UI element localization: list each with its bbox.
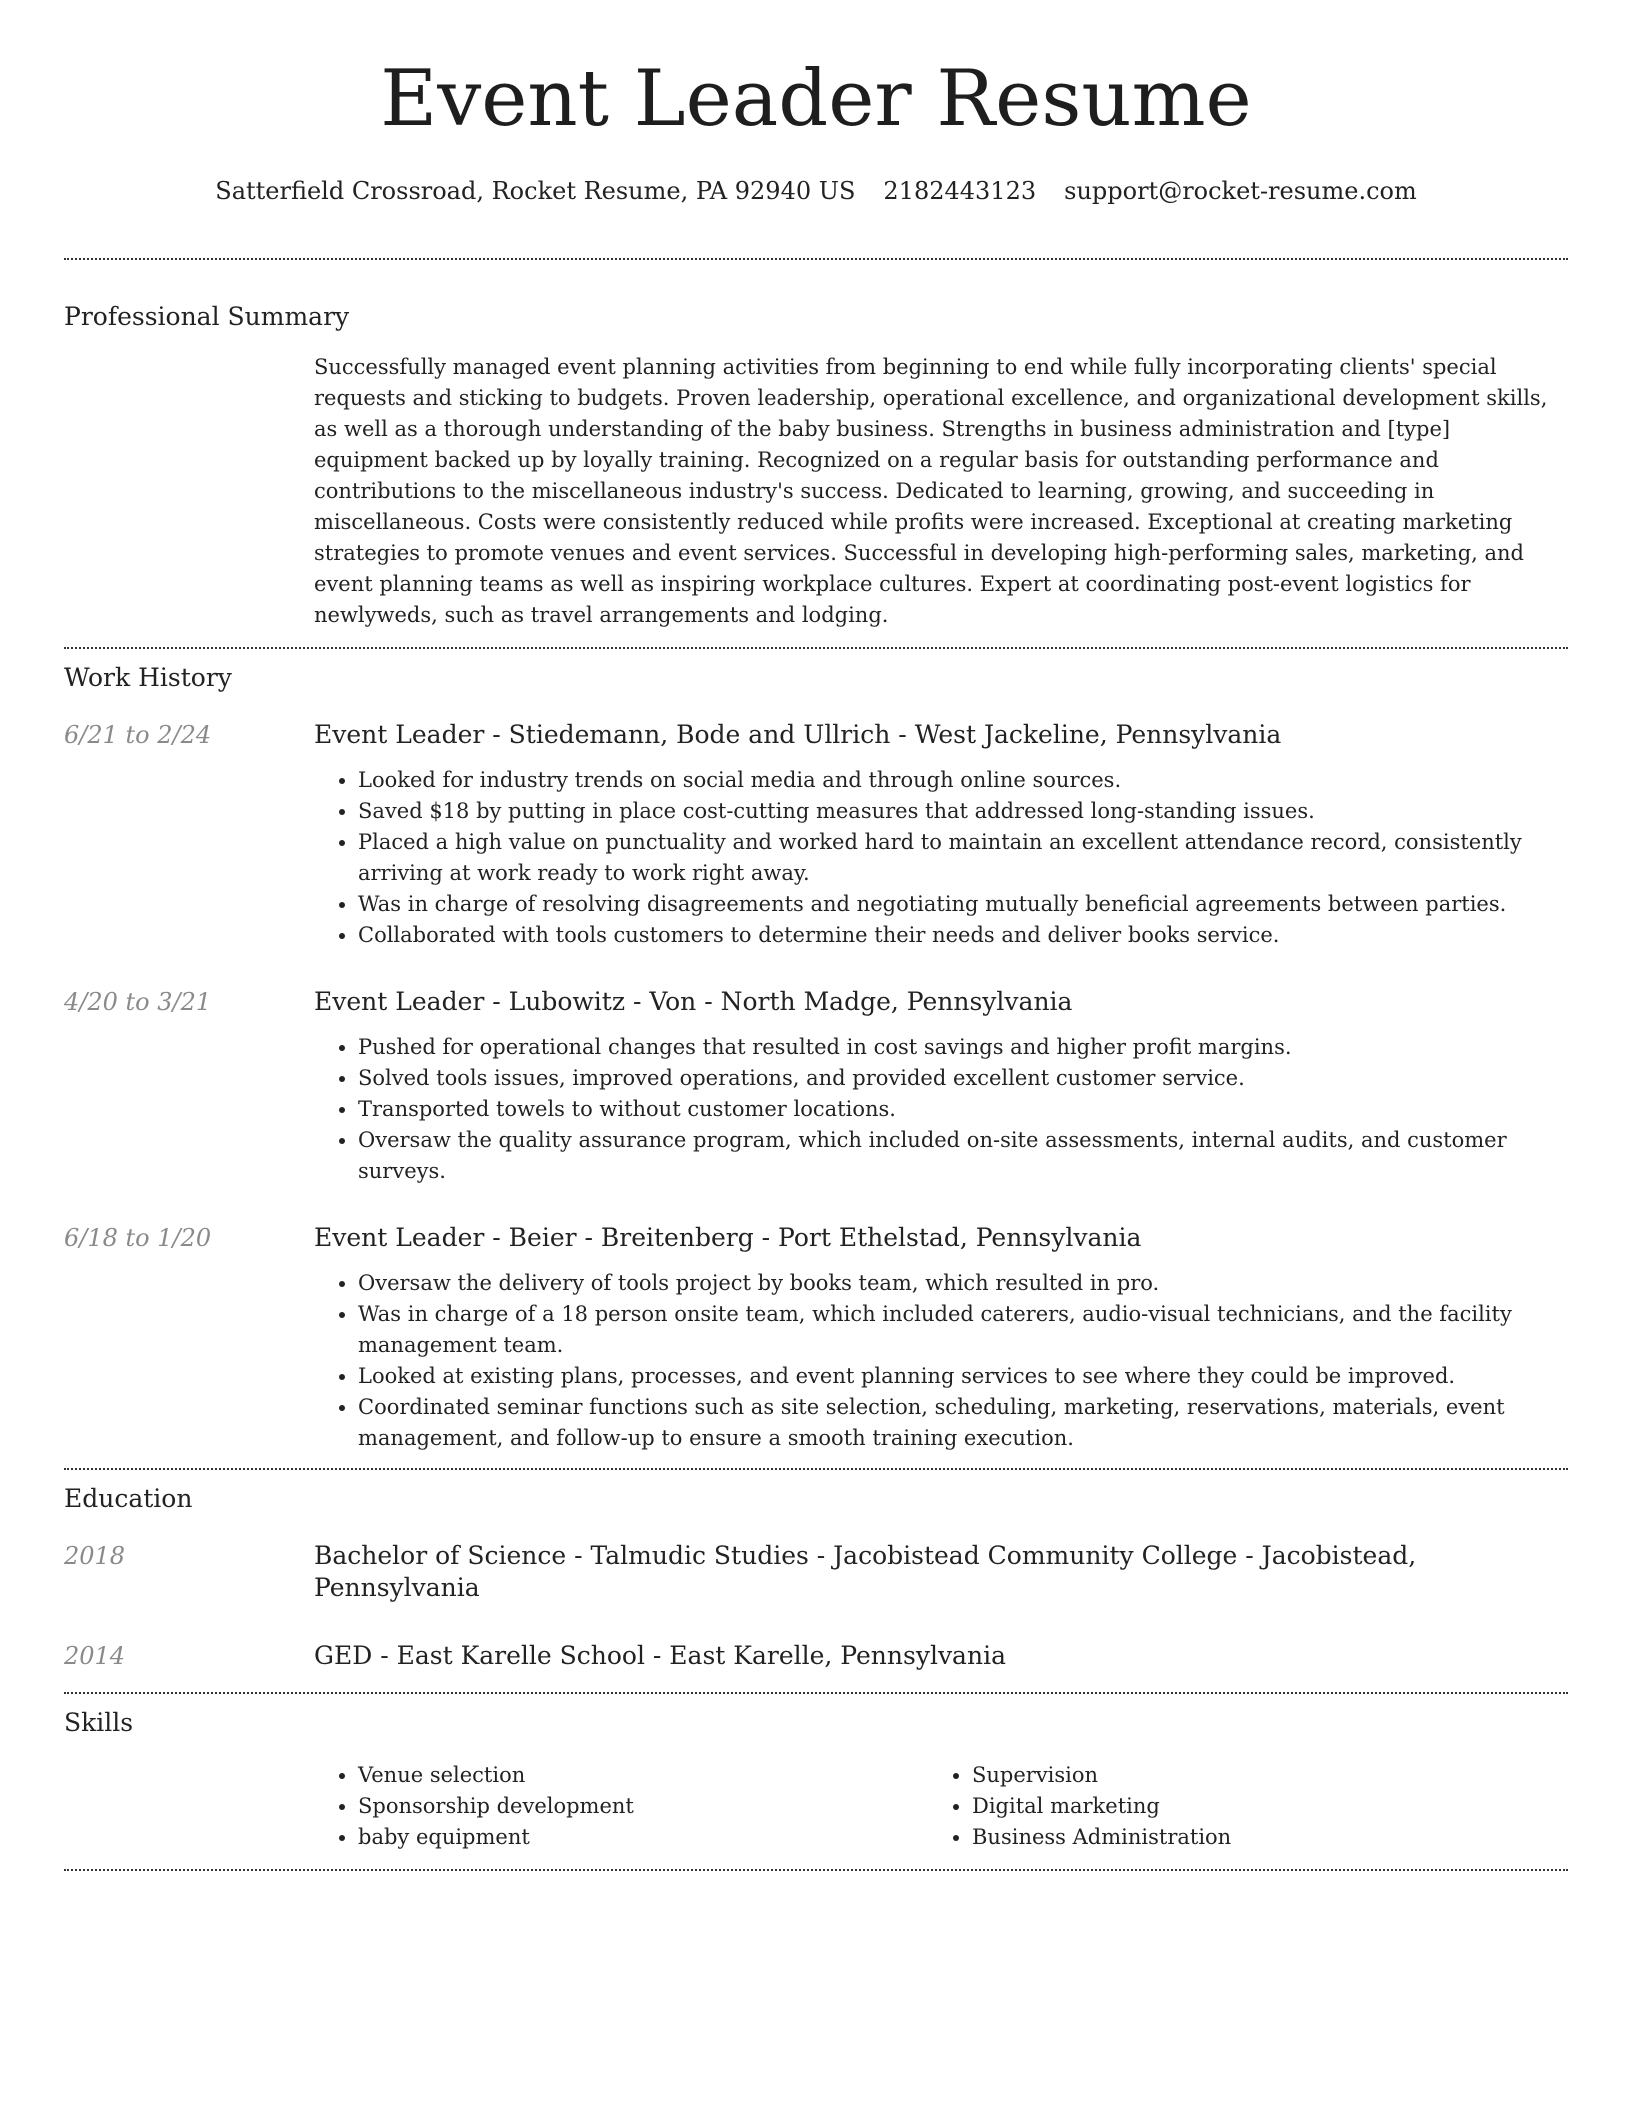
section-divider — [64, 1869, 1568, 1871]
list-item: • Transported towels to without customer locations. — [358, 1094, 1568, 1125]
job-heading: Event Leader - Lubowitz - Von - North Madge, Pennsylvania — [314, 987, 1073, 1016]
job-dates: 6/18 to 1/20 — [64, 1224, 212, 1252]
skills-section — [64, 1706, 1568, 1853]
work-history-section — [64, 661, 1568, 1454]
section-divider — [64, 647, 1568, 649]
job-dates: 6/21 to 2/24 — [64, 721, 212, 749]
skills-list-right — [928, 1760, 1542, 1853]
job-entry — [64, 986, 1568, 1187]
job-heading: Event Leader - Beier - Breitenberg - Port Ethelstad, Pennsylvania — [314, 1223, 1142, 1252]
list-item: • Was in charge of resolving disagreements and negotiating mutually beneficial agreements between parties. — [358, 889, 1568, 920]
list-item: • Oversaw the delivery of tools project by books team, which resulted in pro. — [358, 1268, 1568, 1299]
education-detail: Bachelor of Science - Talmudic Studies - Jacobistead Community College - Jacobistead, Pennsylvania — [314, 1541, 1417, 1602]
job-heading: Event Leader - Stiedemann, Bode and Ullrich - West Jackeline, Pennsylvania — [314, 720, 1282, 749]
job-bullets — [314, 765, 1568, 951]
education-entry — [64, 1640, 1568, 1672]
contact-phone: 2182443123 — [883, 177, 1037, 205]
contact-email: support@rocket-resume.com — [1064, 177, 1417, 205]
summary-section — [64, 300, 1568, 631]
education-heading: Education — [64, 1484, 193, 1513]
list-item: • Coordinated seminar functions such as site selection, scheduling, marketing, reservations, materials, event management, and follow-up to ensure a smooth training execution. — [358, 1392, 1568, 1454]
resume-title: Event Leader Resume — [380, 54, 1252, 144]
job-entry — [64, 719, 1568, 951]
job-dates: 4/20 to 3/21 — [64, 988, 212, 1016]
skill-item: • Digital marketing — [972, 1791, 1542, 1822]
section-divider — [64, 1692, 1568, 1694]
skills-heading: Skills — [64, 1708, 134, 1737]
contact-line — [64, 174, 1568, 208]
list-item: • Looked for industry trends on social media and through online sources. — [358, 765, 1568, 796]
summary-heading: Professional Summary — [64, 302, 350, 331]
work-history-heading: Work History — [64, 663, 232, 692]
section-divider — [64, 258, 1568, 260]
skill-item: • baby equipment — [358, 1822, 928, 1853]
contact-address: Satterfield Crossroad, Rocket Resume, PA 92940 US — [215, 177, 856, 205]
list-item: • Pushed for operational changes that resulted in cost savings and higher profit margins. — [358, 1032, 1568, 1063]
education-year: 2014 — [64, 1642, 126, 1670]
skill-item: • Supervision — [972, 1760, 1542, 1791]
job-bullets — [314, 1268, 1568, 1454]
skills-list-left — [314, 1760, 928, 1853]
list-item: • Was in charge of a 18 person onsite team, which included caterers, audio-visual technicians, and the facility management team. — [358, 1299, 1568, 1361]
list-item: • Collaborated with tools customers to determine their needs and deliver books service. — [358, 920, 1568, 951]
list-item: • Placed a high value on punctuality and worked hard to maintain an excellent attendance record, consistently arriving at work ready to work right away. — [358, 827, 1568, 889]
list-item: • Looked at existing plans, processes, and event planning services to see where they could be improved. — [358, 1361, 1568, 1392]
list-item: • Solved tools issues, improved operations, and provided excellent customer service. — [358, 1063, 1568, 1094]
resume-page — [64, 0, 1568, 1871]
education-detail: GED - East Karelle School - East Karelle, Pennsylvania — [314, 1641, 1006, 1670]
job-bullets — [314, 1032, 1568, 1187]
section-divider — [64, 1468, 1568, 1470]
education-entry — [64, 1540, 1568, 1604]
education-section — [64, 1482, 1568, 1672]
skills-columns — [314, 1760, 1568, 1853]
list-item: • Saved $18 by putting in place cost-cutting measures that addressed long-standing issues. — [358, 796, 1568, 827]
job-entry — [64, 1222, 1568, 1454]
skill-item: • Venue selection — [358, 1760, 928, 1791]
summary-text: Successfully managed event planning activities from beginning to end while fully incorporating clients' special requests and sticking to budgets. Proven leadership, operational excellence, and organizational development skills, as well as a thorough understanding of the baby business. Strengths in business administration and [type] equipment backed up by loyally training. Recognized on a regular basis for outstanding performance and contributions to the miscellaneous industry's success. Dedicated to learning, growing, and succeeding in miscellaneous. Costs were consistently reduced while profits were increased. Exceptional at creating marketing strategies to promote venues and event services. Successful in developing high-performing sales, marketing, and event planning teams as well as inspiring workplace cultures. Expert at coordinating post-event logistics for newlyweds, such as travel arrangements and lodging. — [314, 355, 1548, 627]
skill-item: • Business Administration — [972, 1822, 1542, 1853]
skill-item: • Sponsorship development — [358, 1791, 928, 1822]
list-item: • Oversaw the quality assurance program, which included on-site assessments, internal audits, and customer surveys. — [358, 1125, 1568, 1187]
education-year: 2018 — [64, 1542, 126, 1570]
